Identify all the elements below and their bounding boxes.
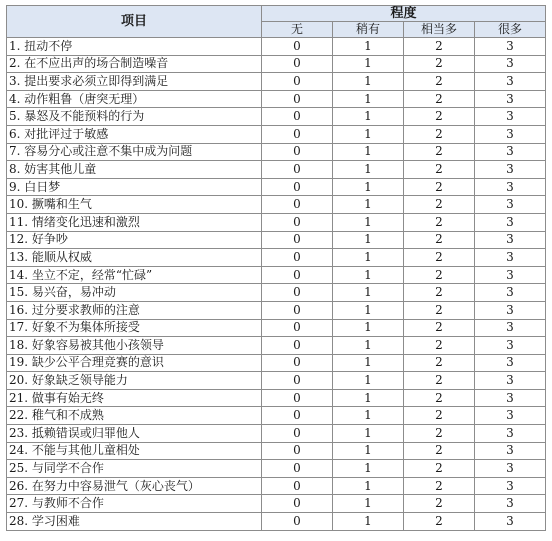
score-cell: 1 (333, 354, 404, 372)
score-cell: 1 (333, 319, 404, 337)
item-label: 26. 在努力中容易泄气（灰心丧气） (7, 477, 262, 495)
score-cell: 2 (404, 495, 475, 513)
item-label: 25. 与同学不合作 (7, 460, 262, 478)
score-cell: 3 (475, 38, 546, 56)
score-cell: 3 (475, 143, 546, 161)
score-cell: 1 (333, 213, 404, 231)
score-cell: 0 (262, 231, 333, 249)
score-cell: 3 (475, 319, 546, 337)
table-row (7, 284, 546, 302)
score-cell: 2 (404, 213, 475, 231)
score-cell: 1 (333, 513, 404, 531)
item-label: 14. 坐立不定，经常“忙碌” (7, 266, 262, 284)
item-label: 12. 好争吵 (7, 231, 262, 249)
score-cell: 2 (404, 108, 475, 126)
item-label: 5. 暴怒及不能预料的行为 (7, 108, 262, 126)
score-cell: 0 (262, 442, 333, 460)
score-cell: 3 (475, 301, 546, 319)
score-cell: 0 (262, 161, 333, 179)
score-cell: 0 (262, 477, 333, 495)
item-label: 23. 抵赖错误或归罪他人 (7, 425, 262, 443)
item-label: 7. 容易分心或注意不集中成为问题 (7, 143, 262, 161)
item-label: 3. 提出要求必须立即得到满足 (7, 73, 262, 91)
score-cell: 0 (262, 249, 333, 267)
table-row (7, 425, 546, 443)
score-cell: 2 (404, 143, 475, 161)
table-row (7, 143, 546, 161)
score-cell: 2 (404, 73, 475, 91)
score-cell: 0 (262, 425, 333, 443)
table-row (7, 337, 546, 355)
score-cell: 1 (333, 38, 404, 56)
score-cell: 3 (475, 249, 546, 267)
behavior-rating-table (6, 5, 546, 531)
score-cell: 2 (404, 161, 475, 179)
score-cell: 3 (475, 513, 546, 531)
score-cell: 0 (262, 125, 333, 143)
score-cell: 0 (262, 90, 333, 108)
item-label: 8. 妨害其他儿童 (7, 161, 262, 179)
table-row (7, 389, 546, 407)
table-row (7, 178, 546, 196)
score-cell: 1 (333, 161, 404, 179)
score-cell: 1 (333, 55, 404, 73)
score-cell: 2 (404, 372, 475, 390)
score-cell: 0 (262, 178, 333, 196)
score-cell: 2 (404, 407, 475, 425)
score-cell: 0 (262, 73, 333, 91)
score-cell: 0 (262, 284, 333, 302)
item-label: 19. 缺少公平合理竞赛的意识 (7, 354, 262, 372)
level-header-slight: 稍有 (333, 22, 404, 38)
degree-column-header: 程度 (262, 6, 546, 22)
score-cell: 1 (333, 389, 404, 407)
score-cell: 1 (333, 425, 404, 443)
item-label: 22. 稚气和不成熟 (7, 407, 262, 425)
level-header-considerable: 相当多 (404, 22, 475, 38)
table-row (7, 477, 546, 495)
table-row (7, 407, 546, 425)
rating-table-container (6, 5, 546, 531)
score-cell: 3 (475, 55, 546, 73)
item-label: 28. 学习困难 (7, 513, 262, 531)
score-cell: 2 (404, 125, 475, 143)
score-cell: 3 (475, 477, 546, 495)
score-cell: 0 (262, 38, 333, 56)
score-cell: 3 (475, 460, 546, 478)
score-cell: 0 (262, 354, 333, 372)
score-cell: 1 (333, 495, 404, 513)
score-cell: 0 (262, 196, 333, 214)
score-cell: 1 (333, 477, 404, 495)
item-label: 27. 与教师不合作 (7, 495, 262, 513)
score-cell: 2 (404, 301, 475, 319)
score-cell: 3 (475, 495, 546, 513)
score-cell: 1 (333, 460, 404, 478)
score-cell: 0 (262, 372, 333, 390)
score-cell: 2 (404, 389, 475, 407)
score-cell: 2 (404, 178, 475, 196)
score-cell: 2 (404, 196, 475, 214)
score-cell: 1 (333, 249, 404, 267)
score-cell: 0 (262, 337, 333, 355)
table-row (7, 354, 546, 372)
item-label: 1. 扭动不停 (7, 38, 262, 56)
score-cell: 2 (404, 249, 475, 267)
item-label: 6. 对批评过于敏感 (7, 125, 262, 143)
score-cell: 2 (404, 90, 475, 108)
item-label: 11. 情绪变化迅速和激烈 (7, 213, 262, 231)
item-column-header: 项目 (7, 6, 262, 38)
level-header-very-much: 很多 (475, 22, 546, 38)
score-cell: 1 (333, 337, 404, 355)
score-cell: 3 (475, 425, 546, 443)
score-cell: 3 (475, 407, 546, 425)
level-header-none: 无 (262, 22, 333, 38)
table-row (7, 442, 546, 460)
score-cell: 2 (404, 38, 475, 56)
item-label: 2. 在不应出声的场合制造噪音 (7, 55, 262, 73)
score-cell: 2 (404, 442, 475, 460)
table-row (7, 249, 546, 267)
score-cell: 0 (262, 407, 333, 425)
table-row (7, 266, 546, 284)
table-row (7, 90, 546, 108)
table-row (7, 108, 546, 126)
item-label: 16. 过分要求教师的注意 (7, 301, 262, 319)
score-cell: 0 (262, 495, 333, 513)
score-cell: 2 (404, 266, 475, 284)
score-cell: 3 (475, 196, 546, 214)
score-cell: 1 (333, 125, 404, 143)
item-label: 13. 能顺从权威 (7, 249, 262, 267)
item-label: 4. 动作粗鲁（唐突无理） (7, 90, 262, 108)
score-cell: 1 (333, 301, 404, 319)
table-row (7, 125, 546, 143)
score-cell: 3 (475, 372, 546, 390)
table-row (7, 73, 546, 91)
score-cell: 3 (475, 442, 546, 460)
score-cell: 1 (333, 372, 404, 390)
table-row (7, 319, 546, 337)
score-cell: 3 (475, 161, 546, 179)
table-row (7, 161, 546, 179)
item-label: 17. 好象不为集体所接受 (7, 319, 262, 337)
score-cell: 1 (333, 266, 404, 284)
score-cell: 2 (404, 284, 475, 302)
table-row (7, 55, 546, 73)
score-cell: 2 (404, 460, 475, 478)
table-row (7, 196, 546, 214)
score-cell: 2 (404, 477, 475, 495)
table-row (7, 495, 546, 513)
score-cell: 3 (475, 389, 546, 407)
score-cell: 3 (475, 125, 546, 143)
table-row (7, 460, 546, 478)
table-row (7, 372, 546, 390)
score-cell: 2 (404, 337, 475, 355)
score-cell: 3 (475, 213, 546, 231)
item-label: 10. 撅嘴和生气 (7, 196, 262, 214)
score-cell: 1 (333, 90, 404, 108)
item-label: 18. 好象容易被其他小孩领导 (7, 337, 262, 355)
score-cell: 1 (333, 442, 404, 460)
score-cell: 1 (333, 407, 404, 425)
table-row (7, 513, 546, 531)
score-cell: 2 (404, 231, 475, 249)
score-cell: 1 (333, 231, 404, 249)
table-body (7, 38, 546, 531)
score-cell: 3 (475, 90, 546, 108)
score-cell: 2 (404, 55, 475, 73)
header-row-top (7, 6, 546, 22)
score-cell: 0 (262, 389, 333, 407)
score-cell: 0 (262, 460, 333, 478)
item-label: 15. 易兴奋，易冲动 (7, 284, 262, 302)
score-cell: 3 (475, 266, 546, 284)
table-row (7, 38, 546, 56)
score-cell: 2 (404, 513, 475, 531)
score-cell: 0 (262, 513, 333, 531)
score-cell: 0 (262, 266, 333, 284)
score-cell: 3 (475, 231, 546, 249)
score-cell: 2 (404, 354, 475, 372)
score-cell: 0 (262, 301, 333, 319)
score-cell: 3 (475, 108, 546, 126)
score-cell: 3 (475, 337, 546, 355)
score-cell: 0 (262, 213, 333, 231)
score-cell: 3 (475, 73, 546, 91)
score-cell: 1 (333, 178, 404, 196)
table-header (7, 6, 546, 38)
score-cell: 1 (333, 284, 404, 302)
score-cell: 0 (262, 319, 333, 337)
score-cell: 1 (333, 108, 404, 126)
score-cell: 1 (333, 196, 404, 214)
item-label: 20. 好象缺乏领导能力 (7, 372, 262, 390)
item-label: 24. 不能与其他儿童相处 (7, 442, 262, 460)
item-label: 21. 做事有始无终 (7, 389, 262, 407)
score-cell: 3 (475, 178, 546, 196)
score-cell: 3 (475, 354, 546, 372)
score-cell: 0 (262, 143, 333, 161)
score-cell: 3 (475, 284, 546, 302)
score-cell: 0 (262, 55, 333, 73)
table-row (7, 231, 546, 249)
score-cell: 1 (333, 73, 404, 91)
score-cell: 2 (404, 425, 475, 443)
item-label: 9. 白日梦 (7, 178, 262, 196)
table-row (7, 213, 546, 231)
score-cell: 0 (262, 108, 333, 126)
score-cell: 2 (404, 319, 475, 337)
table-row (7, 301, 546, 319)
score-cell: 1 (333, 143, 404, 161)
